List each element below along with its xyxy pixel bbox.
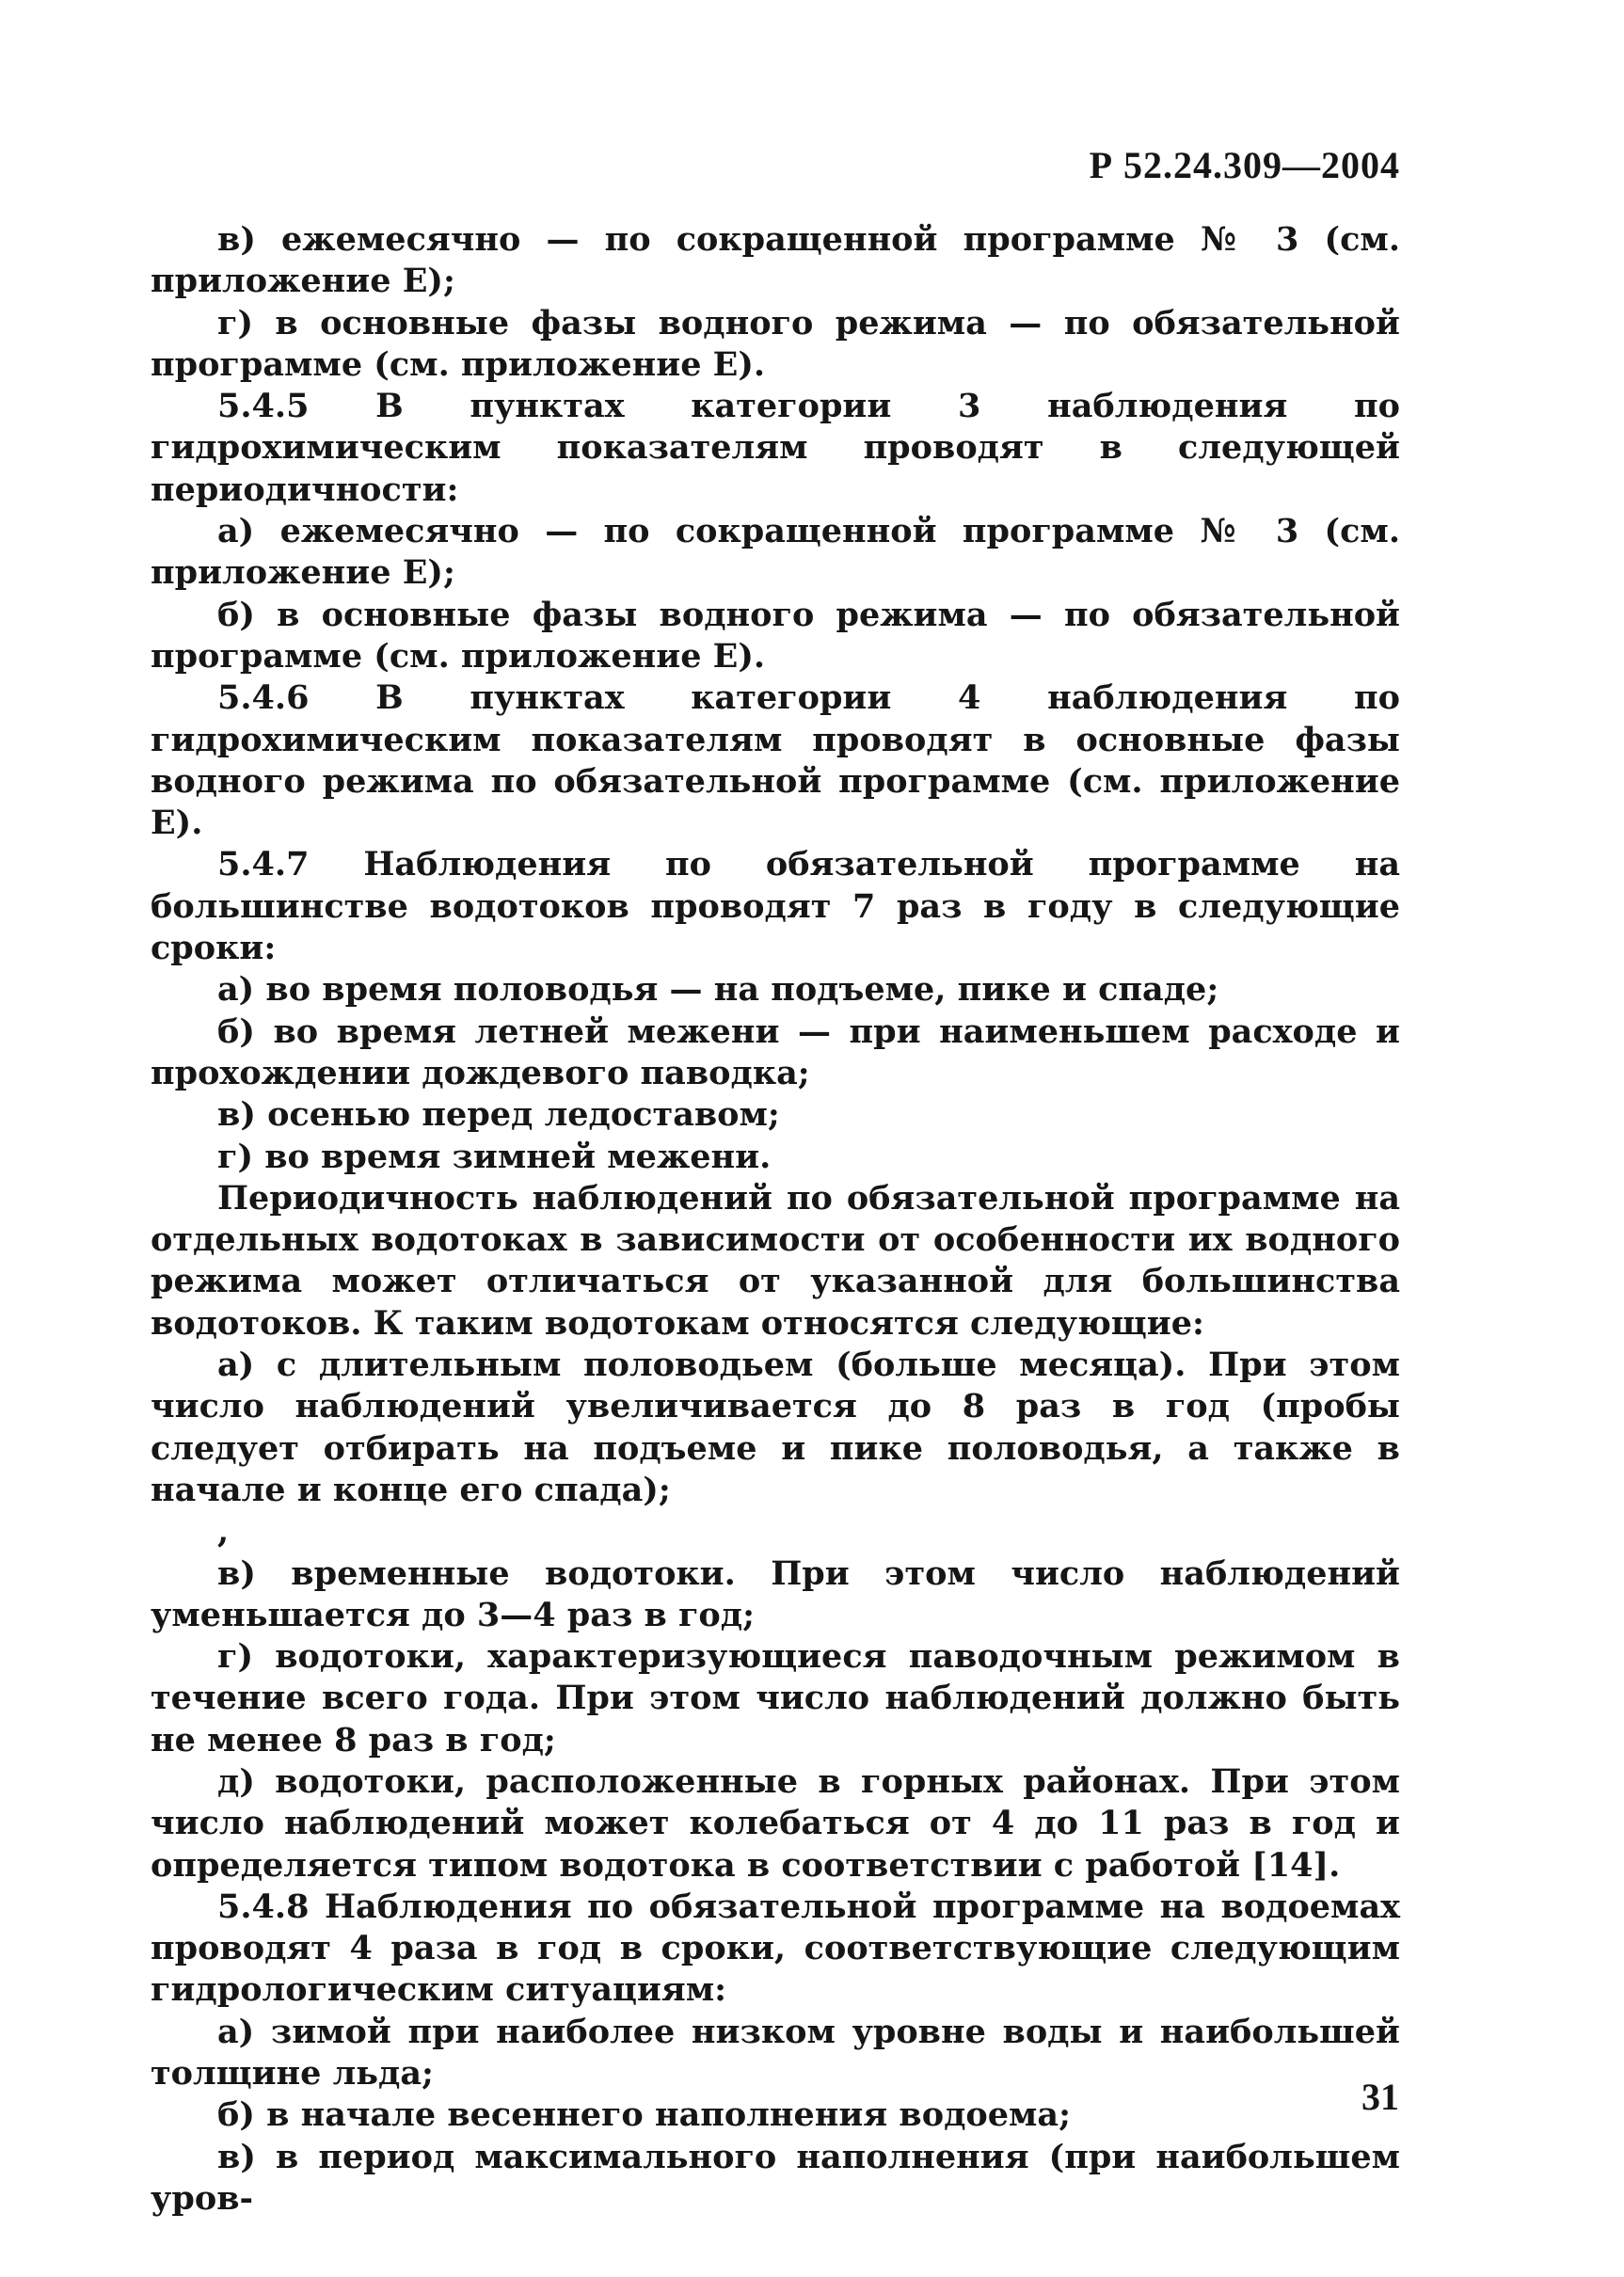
paragraph: а) с длительным половодьем (больше месяца). При этом число наблюдений увеличивается до 8 раз в год (пробы следует отбирать на подъеме и пике половодья, а также в начале и конце его спада); [151, 1346, 1400, 1509]
paragraph: г) водотоки, характеризующиеся паводочным режимом в течение всего года. При этом число наблюдений должно быть не менее 8 раз в год; [151, 1637, 1400, 1760]
paragraph: а) во время половодья — на подъеме, пике и спаде; [217, 970, 1219, 1010]
paragraph: Периодичность наблюдений по обязательной программе на отдельных водотоках в зависимости от особенности их водного режима может отличаться от указанной для большинства водотоков. К таким водотокам относятся следующие: [151, 1178, 1400, 1343]
paragraph: в) в период максимального наполнения (при наибольшем уров- [151, 2137, 1400, 2218]
paragraph: г) в основные фазы водного режима — по обязательной программе (см. приложение Е). [151, 303, 1400, 384]
paragraph: д) водотоки, расположенные в горных районах. При этом число наблюдений может колебаться от 4 до 11 раз в год и определяется типом водотока в соответствии с работой [14]. [151, 1761, 1400, 1885]
paragraph: г) во время зимней межени. [217, 1137, 772, 1176]
page-number: 31 [1361, 2076, 1399, 2118]
paragraph: 5.4.7 Наблюдения по обязательной программе на большинстве водотоков проводят 7 раз в году в следующие сроки: [151, 845, 1400, 968]
paragraph: б) в начале весеннего наполнения водоема; [217, 2095, 1072, 2135]
paragraph: б) во время летней межени — при наименьшем расходе и прохождении дождевого паводка; [151, 1011, 1400, 1092]
paragraph: а) зимой при наиболее низком уровне воды и наибольшей толщине льда; [151, 2012, 1400, 2094]
paragraph: в) временные водотоки. При этом число наблюдений уменьшается до 3—4 раз в год; [151, 1553, 1400, 1634]
paragraph: , [217, 1512, 230, 1552]
paragraph: б) в основные фазы водного режима — по обязательной программе (см. приложение Е). [151, 595, 1400, 676]
paragraph: а) ежемесячно — по сокращенной программе № 3 (см. приложение Е); [151, 512, 1400, 593]
paragraph: 5.4.6 В пунктах категории 4 наблюдения по гидрохимическим показателям проводят в основные фазы водного режима по обязательной программе (см. приложение Е). [151, 678, 1400, 843]
paragraph: 5.4.5 В пунктах категории 3 наблюдения по гидрохимическим показателям проводят в следующей периодичности: [151, 387, 1400, 509]
paragraph: в) ежемесячно — по сокращенной программе № 3 (см. приложение Е); [151, 220, 1400, 301]
page-body [151, 219, 1400, 2220]
paragraph: 5.4.8 Наблюдения по обязательной программе на водоемах проводят 4 раза в год в сроки, соответствующие следующим гидрологическим ситуациям: [151, 1887, 1400, 2010]
document-code: Р 52.24.309—2004 [1089, 144, 1400, 186]
paragraph: в) осенью перед ледоставом; [217, 1095, 780, 1135]
